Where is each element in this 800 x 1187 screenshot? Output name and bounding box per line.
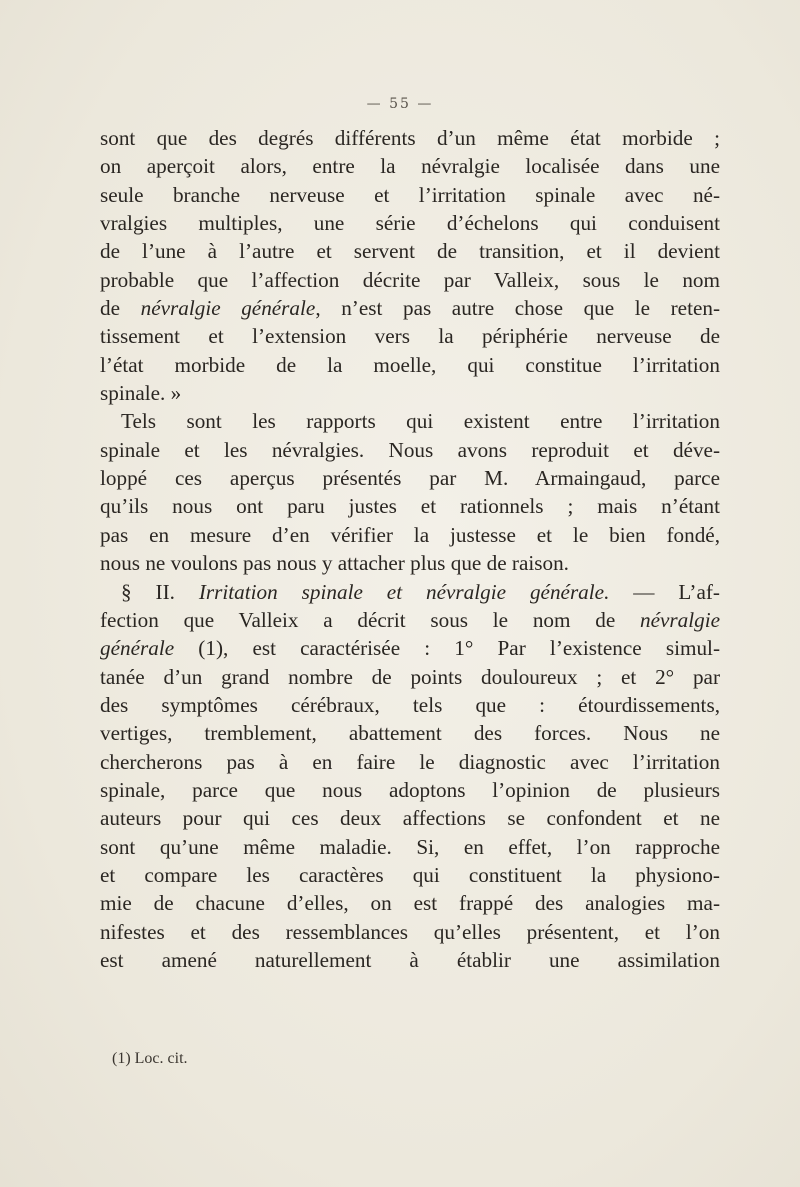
text-line: spinale. »	[100, 381, 182, 406]
text-line: loppé ces aperçus présentés par M. Armaingaud, parce	[100, 466, 720, 491]
text-line: on aperçoit alors, entre la névralgie localisée dans une	[100, 154, 720, 179]
text-line: spinale, parce que nous adoptons l’opinion de plusieurs	[100, 777, 720, 802]
text-line: seule branche nerveuse et l’irritation spinale avec né-	[100, 182, 720, 207]
text-line: de l’une à l’autre et servent de transition, et il devient	[100, 239, 720, 264]
text-run: — L’af-	[609, 579, 720, 604]
text-line: spinale et les névralgies. Nous avons reproduit et déve-	[100, 437, 720, 462]
text-line: tissement et l’extension vers la périphérie nerveuse de	[100, 324, 720, 349]
text-line: vralgies multiples, une série d’échelons qui conduisent	[100, 211, 720, 236]
text-run: (1), est caractérisée : 1° Par l’existence simul-	[174, 636, 720, 661]
text-line: probable que l’affection décrite par Valleix, sous le nom	[100, 267, 720, 292]
footnote: (1) Loc. cit.	[112, 1050, 188, 1067]
text-line: nifestes et des ressemblances qu’elles présentent, et l’on	[100, 919, 720, 944]
text-line	[100, 634, 720, 662]
text-run: , n’est pas autre chose que le reten-	[315, 296, 720, 321]
text-line: auteurs pour qui ces deux affections se confondent et ne	[100, 806, 720, 831]
italic-term: névralgie générale	[140, 296, 316, 321]
text-line: Tels sont les rapports qui existent entre l’irritation	[121, 409, 720, 434]
text-line: l’état morbide de la moelle, qui constitue l’irritation	[100, 352, 720, 377]
body-text	[100, 124, 720, 974]
text-line: qu’ils nous ont paru justes et rationnels ; mais n’étant	[100, 494, 720, 519]
text-line: nous ne voulons pas nous y attacher plus que de raison.	[100, 551, 569, 576]
text-line: sont qu’une même maladie. Si, en effet, l’on rapproche	[100, 834, 720, 859]
text-line	[100, 294, 720, 322]
text-line	[100, 578, 720, 606]
text-line: pas en mesure d’en vérifier la justesse et le bien fondé,	[100, 522, 720, 547]
text-line	[100, 606, 720, 634]
italic-term: générale	[100, 636, 175, 661]
text-line: vertiges, tremblement, abattement des forces. Nous ne	[100, 721, 720, 746]
text-line: sont que des degrés différents d’un même état morbide ;	[100, 126, 720, 150]
italic-term: Irritation spinale et névralgie générale.	[198, 579, 610, 604]
page-number: — 55 —	[366, 96, 434, 112]
text-line: des symptômes cérébraux, tels que : étourdissements,	[100, 692, 720, 717]
text-run: fection que Valleix a décrit sous le nom de	[100, 607, 640, 632]
text-line: et compare les caractères qui constituent la physiono-	[100, 862, 720, 887]
text-line: chercherons pas à en faire le diagnostic avec l’irritation	[100, 749, 720, 774]
italic-term: névralgie	[639, 607, 720, 632]
text-run: § II.	[121, 579, 199, 604]
text-line: tanée d’un grand nombre de points douloureux ; et 2° par	[100, 664, 720, 689]
text-line: est amené naturellement à établir une assimilation	[100, 947, 720, 972]
text-run: de	[100, 296, 141, 321]
text-line: mie de chacune d’elles, on est frappé des analogies ma-	[100, 891, 720, 916]
